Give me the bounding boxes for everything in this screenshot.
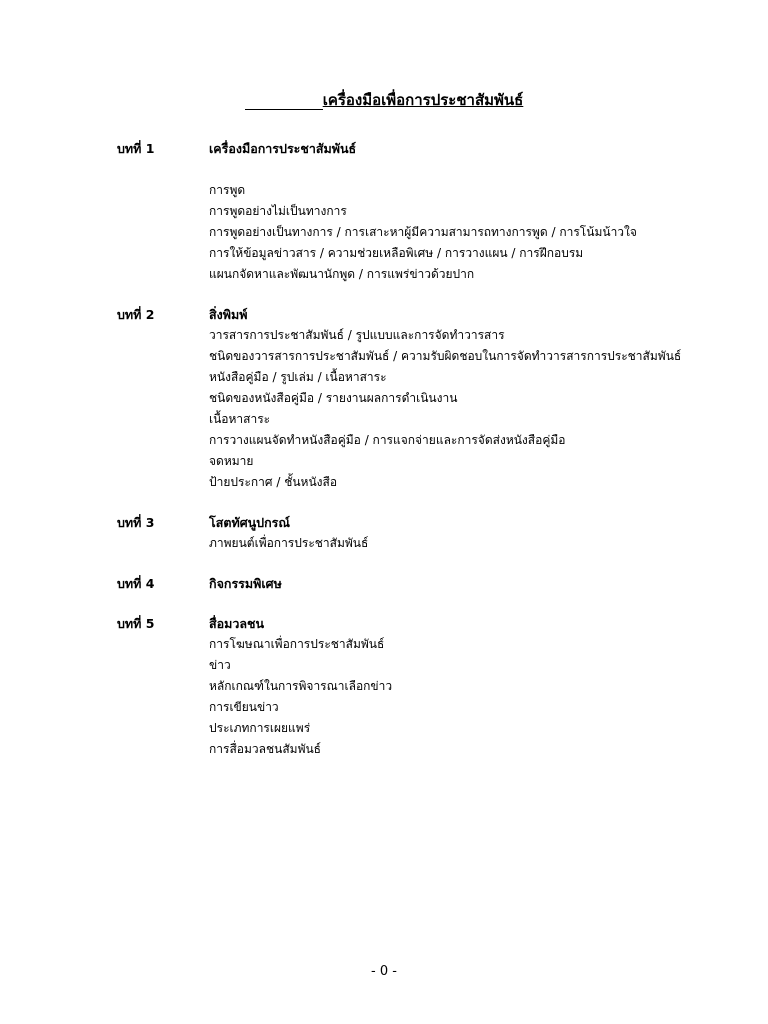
list-item: วารสารการประชาสัมพันธ์ / รูปแบบและการจัดทำวารสาร <box>209 328 505 342</box>
page-number: - 0 - <box>371 964 397 979</box>
list-item: หลักเกณฑ์ในการพิจารณาเลือกข่าว <box>209 679 393 693</box>
list-item: การโฆษณาเพื่อการประชาสัมพันธ์ <box>209 637 385 651</box>
chapter-heading: โสตทัศนูปกรณ์ <box>209 515 290 530</box>
list-item: การพูด <box>209 183 246 197</box>
list-item: แผนกจัดหาและพัฒนานักพูด / การแพร่ข่าวด้วยปาก <box>209 267 475 281</box>
chapter-heading: สิ่งพิมพ์ <box>209 307 248 322</box>
list-item: ป้ายประกาศ / ชั้นหนังสือ <box>209 475 338 489</box>
title-block <box>0 90 768 110</box>
chapter-5 <box>117 613 717 760</box>
list-item: การพูดอย่างไม่เป็นทางการ <box>209 204 347 218</box>
list-item: ข่าว <box>209 658 231 672</box>
list-item: ภาพยนต์เพื่อการประชาสัมพันธ์ <box>209 536 369 550</box>
list-item: การพูดอย่างเป็นทางการ / การเสาะหาผู้มีความสามารถทางการพูด / การโน้มน้าวใจ <box>209 225 637 239</box>
chapter-body <box>209 573 717 594</box>
list-item: การวางแผนจัดทำหนังสือคู่มือ / การแจกจ่ายและการจัดส่งหนังสือคู่มือ <box>209 433 566 447</box>
chapter-label: บทที่ 5 <box>117 616 155 631</box>
spacer <box>209 159 717 180</box>
list-item: การสื่อมวลชนสัมพันธ์ <box>209 742 322 756</box>
chapter-heading: สื่อมวลชน <box>209 616 265 631</box>
list-item: จดหมาย <box>209 454 254 468</box>
chapter-1 <box>117 138 717 285</box>
list-item: ชนิดของวารสารการประชาสัมพันธ์ / ความรับผิดชอบในการจัดทำวารสารการประชาสัมพันธ์ <box>209 349 682 363</box>
chapter-label: บทที่ 1 <box>117 141 155 156</box>
chapter-label: บทที่ 4 <box>117 576 155 591</box>
chapter-list <box>117 138 717 779</box>
chapter-label: บทที่ 2 <box>117 307 155 322</box>
list-item: ประเภทการเผยแพร่ <box>209 721 311 735</box>
chapter-label: บทที่ 3 <box>117 515 155 530</box>
chapter-body <box>209 512 717 554</box>
page-title: เครื่องมือเพื่อการประชาสัมพันธ์ <box>322 91 524 109</box>
chapter-3 <box>117 512 717 554</box>
list-item: ชนิดของหนังสือคู่มือ / รายงานผลการดำเนินงาน <box>209 391 458 405</box>
chapter-2 <box>117 304 717 493</box>
list-item: การให้ข้อมูลข่าวสาร / ความช่วยเหลือพิเศษ / การวางแผน / การฝึกอบรม <box>209 246 584 260</box>
chapter-body <box>209 304 717 493</box>
chapter-body <box>209 138 717 285</box>
list-item: เนื้อหาสาระ <box>209 412 271 426</box>
list-item: หนังสือคู่มือ / รูปเล่ม / เนื้อหาสาระ <box>209 370 387 384</box>
chapter-heading: เครื่องมือการประชาสัมพันธ์ <box>209 141 357 156</box>
chapter-heading: กิจกรรมพิเศษ <box>209 576 282 591</box>
title-underline <box>245 93 323 110</box>
chapter-4 <box>117 573 717 594</box>
chapter-body <box>209 613 717 760</box>
list-item: การเขียนข่าว <box>209 700 279 714</box>
